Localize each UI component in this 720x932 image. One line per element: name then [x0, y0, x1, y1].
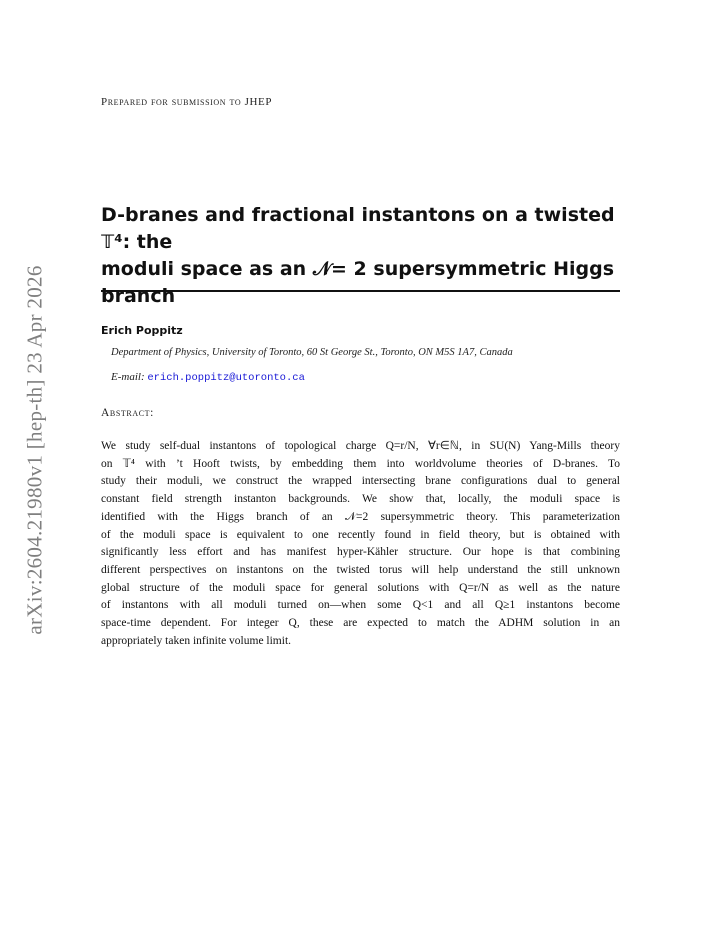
abstract-body: [101, 438, 620, 650]
abstract-line: space-time dependent. For integer Q, these are expected to match the ADHM solution in an: [101, 617, 620, 630]
arxiv-identifier-stamp: arXiv:2604.21980v1 [hep-th] 23 Apr 2026: [22, 265, 47, 635]
abstract-line: We study self-dual instantons of topological charge Q=r/N, ∀r∈ℕ, in SU(N) Yang-Mills theory: [101, 440, 620, 452]
paper-title: [101, 202, 631, 310]
abstract-heading: Abstract:: [101, 407, 154, 419]
abstract-line: global structure of the moduli space for general solutions with Q=r/N as well as the nature: [101, 581, 620, 594]
title-rule: [101, 290, 620, 292]
email-line: [111, 371, 305, 384]
abstract-line: different perspectives on instantons on the twisted torus will help understand the still unknown: [101, 563, 620, 576]
title-line-1: D-branes and fractional instantons on a twisted 𝕋⁴: the: [101, 204, 615, 253]
abstract-line: of the moduli space is equivalent to one recently found in field theory, but is obtained with: [101, 528, 620, 541]
author-affiliation: Department of Physics, University of Toronto, 60 St George St., Toronto, ON M5S 1A7, Canada: [111, 347, 513, 358]
title-line-2: moduli space as an 𝒩= 2 supersymmetric Higgs branch: [101, 258, 615, 307]
abstract-line: study their moduli, we construct the wrapped intersecting brane configurations dual to general: [101, 475, 620, 488]
abstract-line: identified with the Higgs branch of an 𝒩=2 supersymmetric theory. This parameterization: [101, 510, 620, 523]
abstract-line: significantly less effort and has manifest hyper-Kähler structure. Our hope is that combining: [101, 546, 620, 559]
email-link[interactable]: erich.poppitz@utoronto.ca: [147, 372, 305, 384]
submission-note: Prepared for submission to JHEP: [101, 96, 273, 108]
email-label: E-mail:: [111, 371, 145, 383]
abstract-line: of instantons with all moduli turned on—when some Q<1 and all Q≥1 instantons become: [101, 599, 620, 612]
abstract-line: on 𝕋⁴ with ’t Hooft twists, by embedding them into worldvolume theories of D-branes. To: [101, 457, 620, 470]
abstract-line: constant field strength instanton backgrounds. We show that, locally, the moduli space is: [101, 493, 620, 506]
abstract-line: appropriately taken infinite volume limit.: [101, 634, 292, 647]
author-name: Erich Poppitz: [101, 324, 183, 337]
